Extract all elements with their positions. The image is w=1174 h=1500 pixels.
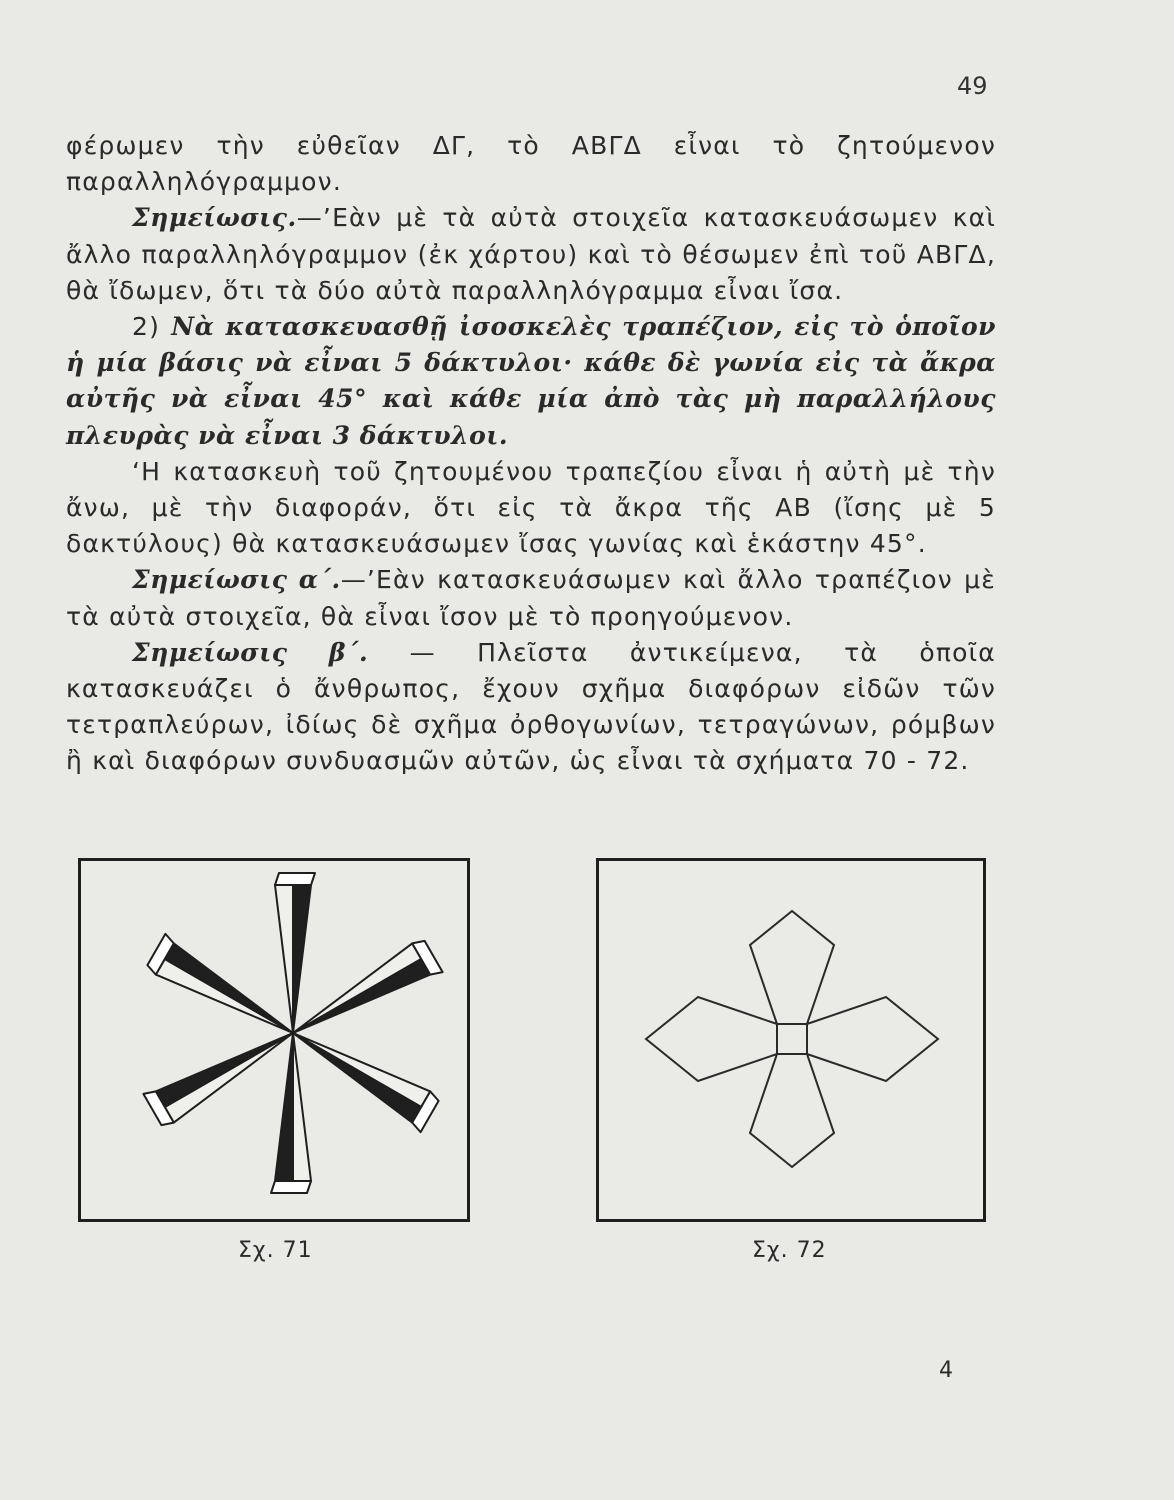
note-b-label: Σημείωσις β΄. xyxy=(132,637,369,667)
note-a-text: —’Εὰν κατασκευάσωμεν καὶ ἄλλο τραπέζιον μὲ τὰ αὐτὰ στοιχεῖα, θὰ εἶναι ἴσον μὲ τὸ προηγούμενον. xyxy=(66,565,996,631)
star-arm-dark-face xyxy=(293,1033,421,1123)
star-arm-dark-face xyxy=(156,1033,293,1107)
signature-mark: 4 xyxy=(939,1358,953,1383)
star-arm-light-face xyxy=(165,1033,293,1123)
note-text: —’Εὰν μὲ τὰ αὐτὰ στοιχεῖα κατασκευάσωμεν καὶ ἄλλο παραλληλόγραμμον (ἐκ χάρτου) καὶ τὸ θέσωμεν ἐπὶ τοῦ ΑΒΓΔ, θὰ ἴδωμεν, ὅτι τὰ δύο αὐτὰ παραλληλόγραμμα εἶναι ἴσα. xyxy=(66,203,996,305)
problem-number: 2) xyxy=(132,312,161,342)
paragraph-construction: ‘Η κατασκευὴ τοῦ ζητουμένου τραπεζίου εἶναι ἡ αὐτὴ μὲ τὴν ἄνω, μὲ τὴν διαφοράν, ὅτι εἰς τὰ ἄκρα τῆς ΑΒ (ἴσης μὲ 5 δακτύλους) θὰ κατασκευάσωμεν ἴσας γωνίας καὶ ἑκάστην 45°. xyxy=(66,456,996,559)
figure-71-caption: Σχ. 71 xyxy=(238,1238,313,1263)
star-arm-light-face xyxy=(275,885,293,1033)
paragraph-problem-2 xyxy=(66,309,996,454)
star-arm-dark-face xyxy=(293,959,430,1033)
six-armed-star xyxy=(143,873,442,1193)
paragraph-note-a xyxy=(66,562,996,634)
body-text xyxy=(66,128,996,780)
figure-72-frame xyxy=(596,858,986,1222)
figure-71-star-drawing xyxy=(81,861,467,1219)
figure-72-caption: Σχ. 72 xyxy=(752,1238,827,1263)
paragraph-note-b xyxy=(66,635,996,780)
note-label: Σημείωσις. xyxy=(132,203,297,233)
star-arm-end-face xyxy=(271,1181,311,1193)
kite-right xyxy=(807,997,938,1081)
star-arm-light-face xyxy=(293,1033,311,1181)
note-a-label: Σημείωσις α΄. xyxy=(132,565,341,595)
paragraph-note-1 xyxy=(66,200,996,309)
figure-71-frame xyxy=(78,858,470,1222)
figure-72-cross-drawing xyxy=(599,861,983,1219)
center-square xyxy=(777,1024,807,1054)
note-b-text: — Πλεῖστα ἀντικείμενα, τὰ ὁποῖα κατασκευάζει ὁ ἄνθρωπος, ἔχουν σχῆμα διαφόρων εἰδῶν τῶν τετραπλεύρων, ἰδίως δὲ σχῆμα ὀρθογωνίων, τετραγώνων, ρόμβων ἢ καὶ διαφόρων συνδυασμῶν αὐτῶν, ὡς εἶναι τὰ σχήματα 70 - 72. xyxy=(66,637,996,776)
star-arm-dark-face xyxy=(275,1033,293,1181)
problem-statement: Νὰ κατασκευασθῇ ἰσοσκελὲς τραπέζιον, εἰς τὸ ὁποῖον ἡ μία βάσις νὰ εἶναι 5 δάκτυλοι· κάθε δὲ γωνία εἰς τὰ ἄκρα αὐτῆς νὰ εἶναι 45° καὶ κάθε μία ἀπὸ τὰς μὴ παραλλήλους πλευρὰς νὰ εἶναι 3 δάκτυλοι. xyxy=(66,312,996,450)
kite-left xyxy=(646,997,777,1081)
paragraph-conclusion: φέρωμεν τὴν εὐθεῖαν ΔΓ, τὸ ΑΒΓΔ εἶναι τὸ ζητούμενον παραλληλόγραμμον. xyxy=(66,131,996,197)
kite-bottom xyxy=(750,1054,834,1167)
star-arm-end-face xyxy=(275,873,315,885)
star-arm-dark-face xyxy=(293,885,311,1033)
kite-top xyxy=(750,911,834,1024)
star-arm-light-face xyxy=(293,943,421,1033)
page-number: 49 xyxy=(957,72,988,100)
star-arm-dark-face xyxy=(165,943,293,1033)
